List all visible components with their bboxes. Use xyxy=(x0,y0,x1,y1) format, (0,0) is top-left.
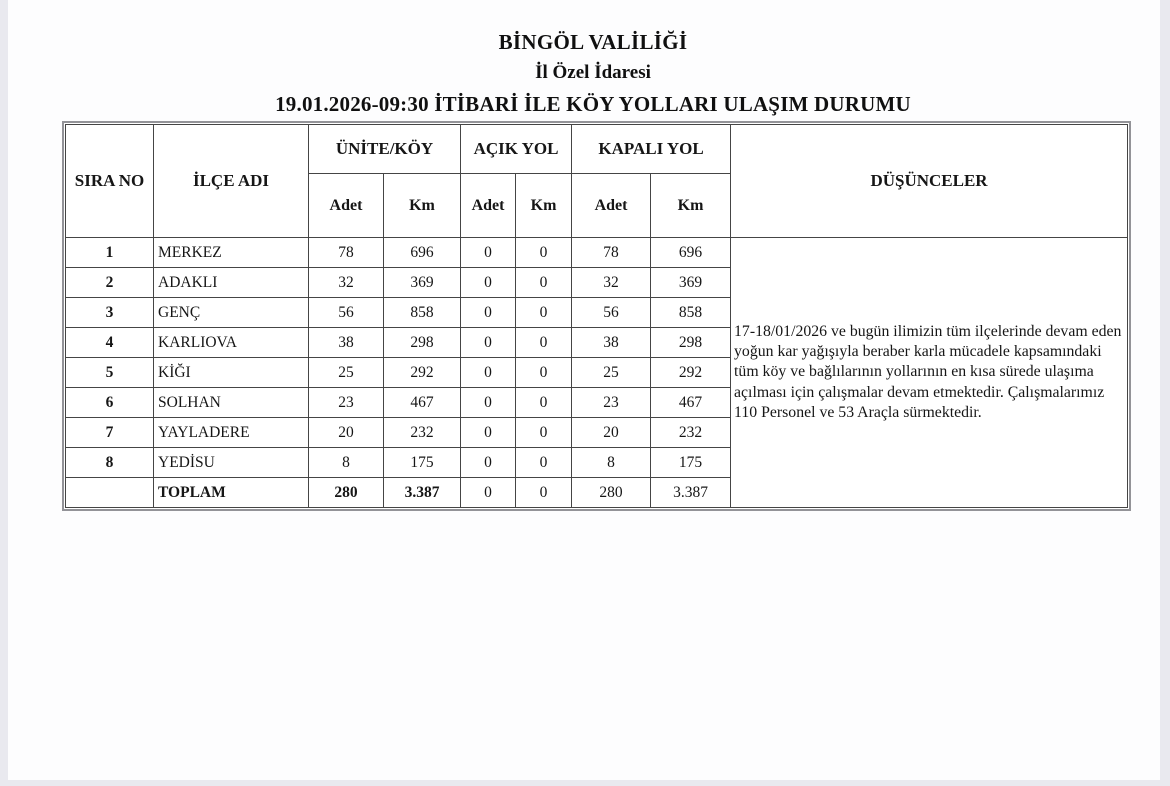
col-group-unite-koy: ÜNİTE/KÖY xyxy=(309,125,461,174)
cell-ilce-adi: YAYLADERE xyxy=(154,418,309,448)
cell-kapali-km: 232 xyxy=(651,418,731,448)
cell-acik-adet: 0 xyxy=(461,298,516,328)
cell-unite-km: 696 xyxy=(384,238,461,268)
total-unite-km: 3.387 xyxy=(384,478,461,508)
total-kapali-adet: 280 xyxy=(572,478,651,508)
cell-unite-km: 175 xyxy=(384,448,461,478)
cell-sira-no: 2 xyxy=(66,268,154,298)
road-status-table xyxy=(65,124,1128,508)
cell-acik-km: 0 xyxy=(516,298,572,328)
notes-cell: 17-18/01/2026 ve bugün ilimizin tüm ilçelerinde devam eden yoğun kar yağışıyla beraber karla mücadele kapsamındaki tüm köy ve bağlılarının yollarının en kısa sürede ulaşıma açılması için çalışmalar devam etmektedir. Çalışmalarımız 110 Personel ve 53 Araçla sürmektedir. xyxy=(731,238,1128,508)
cell-ilce-adi: YEDİSU xyxy=(154,448,309,478)
cell-unite-km: 858 xyxy=(384,298,461,328)
cell-acik-km: 0 xyxy=(516,238,572,268)
cell-unite-adet: 20 xyxy=(309,418,384,448)
cell-kapali-km: 298 xyxy=(651,328,731,358)
cell-kapali-km: 467 xyxy=(651,388,731,418)
cell-kapali-km: 369 xyxy=(651,268,731,298)
cell-kapali-adet: 78 xyxy=(572,238,651,268)
col-header-unite-adet: Adet xyxy=(309,174,384,238)
cell-sira-no-empty xyxy=(66,478,154,508)
cell-sira-no: 5 xyxy=(66,358,154,388)
col-header-unite-km: Km xyxy=(384,174,461,238)
cell-kapali-adet: 38 xyxy=(572,328,651,358)
cell-acik-km: 0 xyxy=(516,448,572,478)
col-header-sira-no: SIRA NO xyxy=(66,125,154,238)
cell-acik-adet: 0 xyxy=(461,268,516,298)
cell-unite-km: 232 xyxy=(384,418,461,448)
cell-acik-km: 0 xyxy=(516,388,572,418)
title-report-subject: 19.01.2026-09:30 İTİBARİ İLE KÖY YOLLARI ULAŞIM DURUMU xyxy=(275,92,911,116)
col-group-acik-yol: AÇIK YOL xyxy=(461,125,572,174)
cell-unite-km: 292 xyxy=(384,358,461,388)
table-row-merkez xyxy=(66,238,1128,268)
cell-unite-adet: 56 xyxy=(309,298,384,328)
cell-unite-adet: 25 xyxy=(309,358,384,388)
cell-acik-km: 0 xyxy=(516,328,572,358)
cell-acik-km: 0 xyxy=(516,418,572,448)
cell-unite-km: 467 xyxy=(384,388,461,418)
col-header-acik-adet: Adet xyxy=(461,174,516,238)
cell-kapali-adet: 25 xyxy=(572,358,651,388)
cell-ilce-adi: SOLHAN xyxy=(154,388,309,418)
total-acik-adet: 0 xyxy=(461,478,516,508)
cell-unite-km: 369 xyxy=(384,268,461,298)
cell-acik-adet: 0 xyxy=(461,388,516,418)
total-acik-km: 0 xyxy=(516,478,572,508)
cell-unite-adet: 8 xyxy=(309,448,384,478)
cell-kapali-adet: 56 xyxy=(572,298,651,328)
cell-unite-adet: 32 xyxy=(309,268,384,298)
title-organization: BİNGÖL VALİLİĞİ xyxy=(498,30,688,54)
title-department: İl Özel İdaresi xyxy=(535,62,651,83)
cell-acik-adet: 0 xyxy=(461,418,516,448)
cell-sira-no: 7 xyxy=(66,418,154,448)
cell-sira-no: 6 xyxy=(66,388,154,418)
road-status-table-border xyxy=(62,121,1131,511)
cell-ilce-adi: KİĞI xyxy=(154,358,309,388)
cell-kapali-km: 292 xyxy=(651,358,731,388)
cell-kapali-km: 175 xyxy=(651,448,731,478)
cell-unite-adet: 23 xyxy=(309,388,384,418)
cell-acik-km: 0 xyxy=(516,268,572,298)
document-title-block xyxy=(62,30,1124,117)
cell-acik-adet: 0 xyxy=(461,358,516,388)
cell-kapali-adet: 8 xyxy=(572,448,651,478)
col-header-acik-km: Km xyxy=(516,174,572,238)
cell-kapali-adet: 23 xyxy=(572,388,651,418)
col-header-kapali-km: Km xyxy=(651,174,731,238)
total-kapali-km: 3.387 xyxy=(651,478,731,508)
cell-ilce-adi: GENÇ xyxy=(154,298,309,328)
cell-sira-no: 1 xyxy=(66,238,154,268)
cell-acik-adet: 0 xyxy=(461,238,516,268)
cell-kapali-adet: 20 xyxy=(572,418,651,448)
col-header-dusunceler: DÜŞÜNCELER xyxy=(731,125,1128,238)
cell-unite-km: 298 xyxy=(384,328,461,358)
col-header-ilce-adi: İLÇE ADI xyxy=(154,125,309,238)
header-row-groups xyxy=(66,125,1128,174)
cell-ilce-adi: KARLIOVA xyxy=(154,328,309,358)
total-label: TOPLAM xyxy=(154,478,309,508)
cell-kapali-km: 696 xyxy=(651,238,731,268)
document-page xyxy=(8,0,1160,780)
cell-ilce-adi: MERKEZ xyxy=(154,238,309,268)
cell-sira-no: 4 xyxy=(66,328,154,358)
cell-kapali-adet: 32 xyxy=(572,268,651,298)
total-unite-adet: 280 xyxy=(309,478,384,508)
cell-acik-adet: 0 xyxy=(461,328,516,358)
cell-acik-km: 0 xyxy=(516,358,572,388)
cell-ilce-adi: ADAKLI xyxy=(154,268,309,298)
col-header-kapali-adet: Adet xyxy=(572,174,651,238)
col-group-kapali-yol: KAPALI YOL xyxy=(572,125,731,174)
cell-unite-adet: 78 xyxy=(309,238,384,268)
cell-sira-no: 8 xyxy=(66,448,154,478)
cell-unite-adet: 38 xyxy=(309,328,384,358)
cell-acik-adet: 0 xyxy=(461,448,516,478)
cell-kapali-km: 858 xyxy=(651,298,731,328)
cell-sira-no: 3 xyxy=(66,298,154,328)
